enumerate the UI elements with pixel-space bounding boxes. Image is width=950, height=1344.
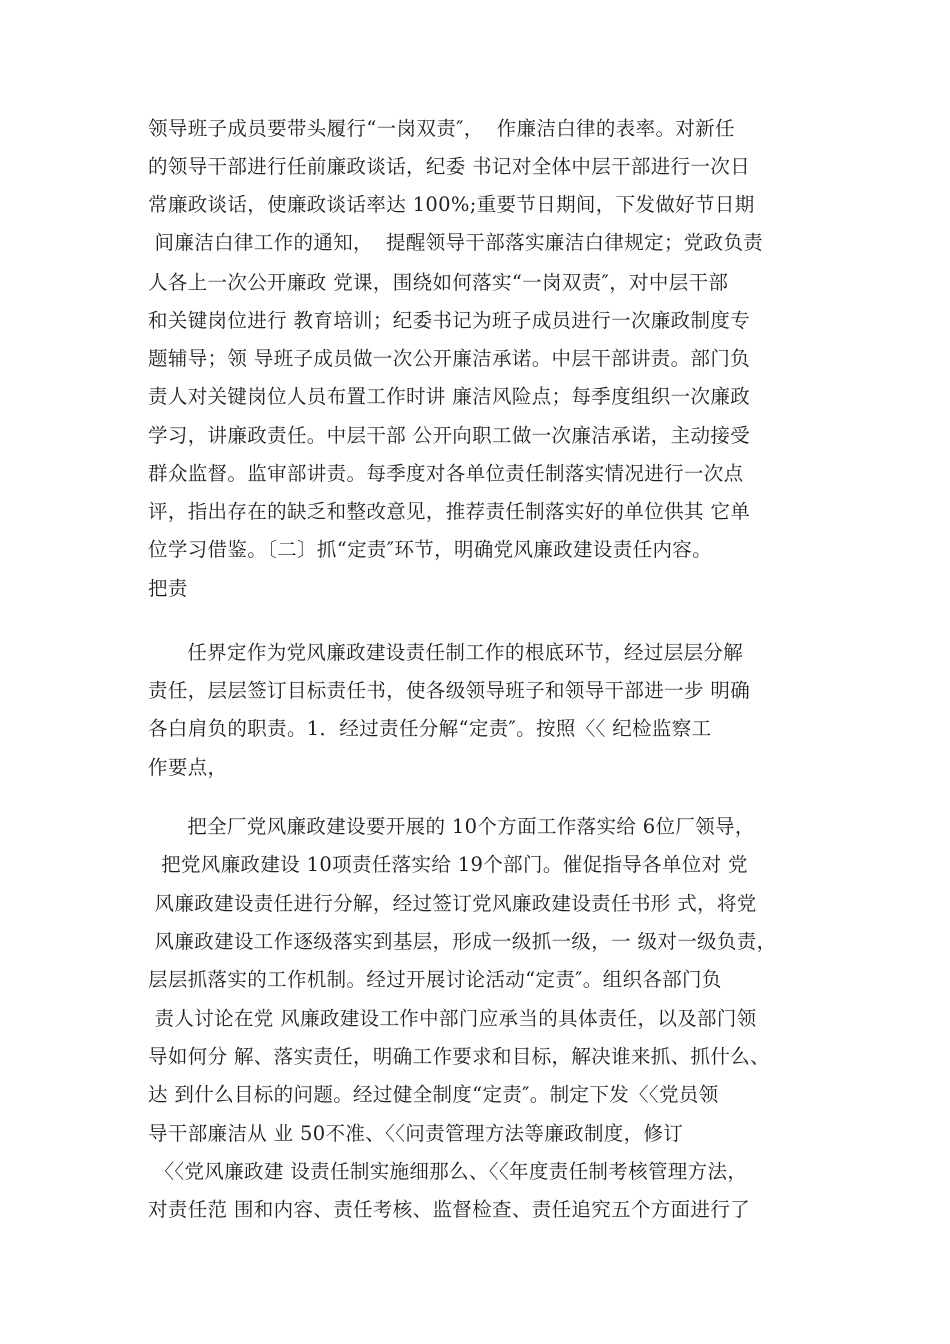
text-line: 群众监督。监审部讲责。每季度对各单位责任制落实情况进行一次点: [148, 462, 744, 485]
text-line: 责任，层层签订目标责任书，使各级领导班子和领导干部进一步 明确: [148, 679, 751, 702]
text-line: 对责任范 围和内容、责任考核、监督检查、责任追究五个方面进行了: [148, 1198, 751, 1221]
text-line: 导干部廉洁从 业 50不准、〈〈问责管理方法等廉政制度，修订: [148, 1122, 684, 1145]
text-line: 各白肩负的职责。1．经过责任分解“定责″。按照〈〈 纪检监察工: [148, 717, 712, 740]
text-line: 题辅导；领 导班子成员做一次公开廉洁承诺。中层干部讲责。部门负: [148, 347, 751, 370]
text-line: 作要点，: [148, 756, 228, 779]
text-line: 评，指出存在的缺乏和整改意见，推荐责任制落实好的单位供其 它单: [148, 500, 751, 523]
text-line: 人各上一次公开廉政 党课，围绕如何落实“一岗双责″，对中层干部: [148, 271, 729, 294]
text-line: 和关键岗位进行 教育培训；纪委书记为班子成员进行一次廉政制度专: [148, 309, 751, 332]
text-line: 领导班子成员要带头履行“一岗双责″， 作廉洁白律的表率。对新任: [148, 117, 735, 140]
text-line: 风廉政建设责任进行分解，经过签订党风廉政建设责任书形 式，将党: [148, 892, 757, 915]
text-line: 责人讨论在党 风廉政建设工作中部门应承当的具体责任，以及部门领: [148, 1007, 757, 1030]
text-line: 间廉洁白律工作的通知， 提醒领导干部落实廉洁白律规定；党政负责: [148, 231, 764, 254]
text-line: 的领导干部进行任前廉政谈话，纪委 书记对全体中层干部进行一次日: [148, 155, 751, 178]
text-line: 风廉政建设工作逐级落实到基层，形成一级抓一级，一 级对一级负责，: [148, 930, 777, 953]
text-line: 任界定作为党风廉政建设责任制工作的根底环节，经过层层分解: [148, 641, 744, 664]
text-line: 〈〈党风廉政建 设责任制实施细那么、〈〈年度责任制考核管理方法，: [148, 1160, 748, 1183]
text-line: 导如何分 解、落实责任，明确工作要求和目标，解决谁来抓、抓什么、: [148, 1045, 770, 1068]
text-line: 把全厂党风廉政建设要开展的 10个方面工作落实给 6位厂领导，: [148, 815, 755, 838]
text-line: 把党风廉政建设 10项责任落实给 19个部门。催促指导各单位对 党: [148, 853, 748, 876]
text-line: 层层抓落实的工作机制。经过开展讨论活动“定责″。组织各部门负: [148, 968, 722, 991]
text-line: 位学习借鉴。〔二〕抓“定责″环节，明确党风廉政建设责任内容。: [148, 538, 713, 561]
text-line: 责人对关键岗位人员布置工作时讲 廉洁风险点；每季度组织一次廉政: [148, 385, 751, 408]
text-line: 把责: [148, 577, 188, 600]
text-line: 达 到什么目标的问题。经过健全制度“定责″。制定下发〈〈党员领: [148, 1083, 719, 1106]
text-line: 学习，讲廉政责任。中层干部 公开向职工做一次廉洁承诺，主动接受: [148, 424, 751, 447]
text-line: 常廉政谈话，使廉政谈话率达 100%;重要节日期间，下发做好节日期: [148, 193, 755, 216]
